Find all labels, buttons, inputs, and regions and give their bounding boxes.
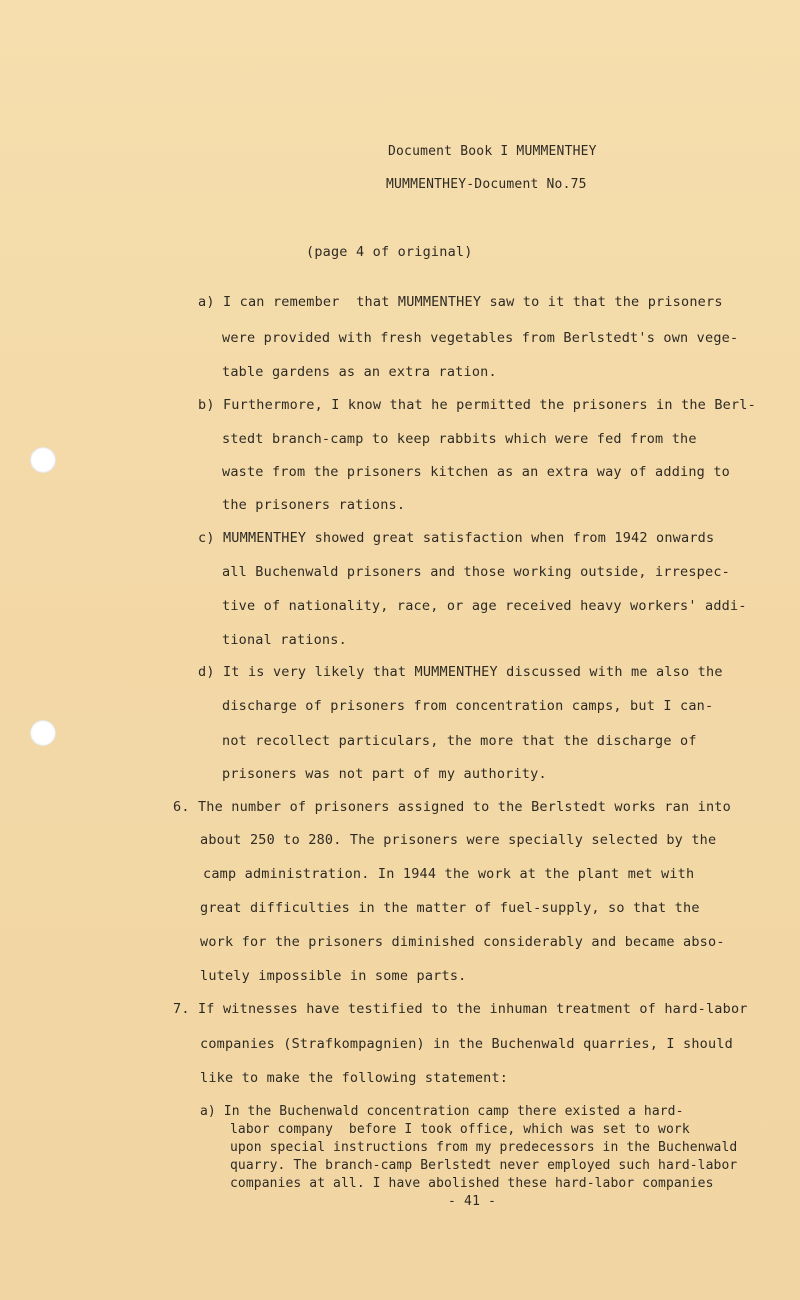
page-of-original: (page 4 of original) (306, 244, 473, 260)
page-number: - 41 - (448, 1194, 497, 1209)
body-line: not recollect particulars, the more that the discharge of (222, 733, 697, 749)
body-line: work for the prisoners diminished considerably and became abso- (200, 934, 725, 950)
footer-line: quarry. The branch-camp Berlstedt never employed such hard-labor (230, 1158, 738, 1173)
body-line: were provided with fresh vegetables from Berlstedt's own vege- (222, 330, 739, 346)
body-line: d) It is very likely that MUMMENTHEY discussed with me also the (198, 664, 723, 680)
footer-line: labor company before I took office, which was set to work (230, 1122, 690, 1137)
body-line: 7. If witnesses have testified to the inhuman treatment of hard-labor (173, 1001, 748, 1017)
body-line: tional rations. (222, 632, 347, 648)
body-line: great difficulties in the matter of fuel-supply, so that the (200, 900, 700, 916)
body-line: camp administration. In 1944 the work at the plant met with (203, 866, 695, 882)
body-line: discharge of prisoners from concentration camps, but I can- (222, 698, 714, 714)
footer-line: upon special instructions from my predecessors in the Buchenwald (230, 1140, 738, 1155)
body-line: stedt branch-camp to keep rabbits which were fed from the (222, 431, 697, 447)
footer-line: a) In the Buchenwald concentration camp there existed a hard- (200, 1104, 684, 1119)
body-line: about 250 to 280. The prisoners were specially selected by the (200, 832, 717, 848)
footer-line: companies at all. I have abolished these hard-labor companies (230, 1176, 714, 1191)
body-line: tive of nationality, race, or age received heavy workers' addi- (222, 598, 747, 614)
body-line: prisoners was not part of my authority. (222, 766, 547, 782)
punch-hole-lower (30, 720, 56, 746)
body-line: all Buchenwald prisoners and those working outside, irrespec- (222, 564, 730, 580)
body-line: waste from the prisoners kitchen as an extra way of adding to (222, 464, 730, 480)
body-line: the prisoners rations. (222, 497, 406, 513)
body-line: a) I can remember that MUMMENTHEY saw to it that the prisoners (198, 294, 723, 310)
body-line: 6. The number of prisoners assigned to the Berlstedt works ran into (173, 799, 731, 815)
body-line: like to make the following statement: (200, 1070, 509, 1086)
header-document-book: Document Book I MUMMENTHEY (388, 144, 597, 159)
body-line: c) MUMMENTHEY showed great satisfaction when from 1942 onwards (198, 530, 715, 546)
punch-hole-upper (30, 447, 56, 473)
body-line: b) Furthermore, I know that he permitted the prisoners in the Berl- (198, 397, 756, 413)
body-line: lutely impossible in some parts. (200, 968, 467, 984)
body-line: companies (Strafkompagnien) in the Buchenwald quarries, I should (200, 1036, 733, 1052)
body-line: table gardens as an extra ration. (222, 364, 497, 380)
header-document-number: MUMMENTHEY-Document No.75 (386, 177, 587, 192)
